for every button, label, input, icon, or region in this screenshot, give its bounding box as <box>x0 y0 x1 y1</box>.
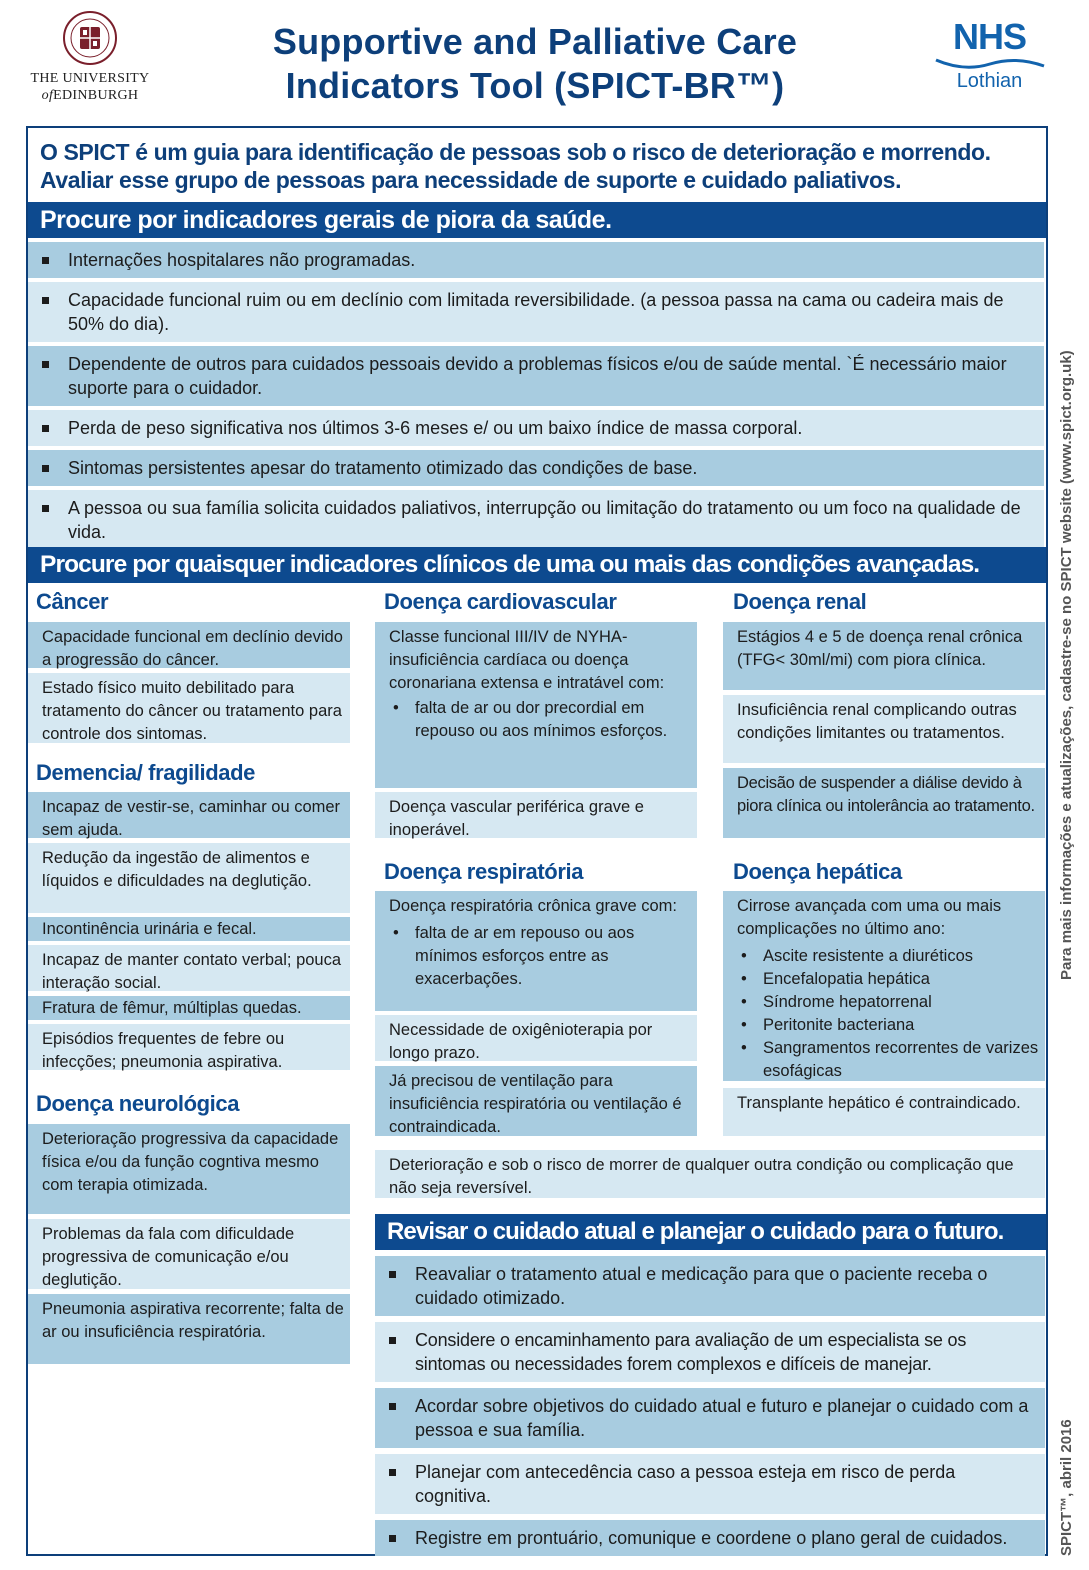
neuro-item: Pneumonia aspirativa recorrente; falta de ar ou insuficiência respiratória. <box>28 1294 350 1364</box>
bullet-icon: • <box>741 970 747 988</box>
liver-sub-item-text: Sangramentos recorrentes de varizes esofágicas <box>763 1039 1039 1080</box>
list-item <box>375 1256 1045 1316</box>
cancer-item: Capacidade funcional em declínio devido a progressão do câncer. <box>28 622 350 668</box>
bullet-icon <box>389 1535 396 1542</box>
list-item <box>28 410 1044 446</box>
bullet-icon <box>389 1403 396 1410</box>
cancer-heading: Câncer <box>36 589 109 614</box>
bullet-icon <box>389 1271 396 1278</box>
resp-item: Já precisou de ventilação para insuficiência respiratória ou ventilação é contraindicada. <box>375 1066 697 1136</box>
resp-item <box>375 891 697 1011</box>
list-item <box>28 242 1044 278</box>
liver-item <box>723 891 1045 1081</box>
resp-sub-item <box>389 922 691 991</box>
review-list <box>375 1256 1045 1560</box>
university-crest-icon <box>62 10 118 66</box>
resp-item-text: Doença respiratória crônica grave com: <box>389 897 677 915</box>
bullet-icon <box>42 425 49 432</box>
liver-sub-item-text: Peritonite bacteriana <box>763 1016 915 1034</box>
intro <box>40 138 1040 194</box>
review-item-text: Reavaliar o tratamento atual e medicação para que o paciente receba o cuidado otimizado. <box>415 1264 988 1308</box>
nhs-logo <box>932 18 1047 108</box>
liver-item-text: Cirrose avançada com uma ou mais complicações no último ano: <box>737 897 1002 938</box>
liver-sub-item-text: Síndrome hepatorrenal <box>763 993 932 1011</box>
other-condition: Deterioração e sob o risco de morrer de qualquer outra condição ou complicação que não seja reversível. <box>375 1150 1045 1198</box>
liver-heading: Doença hepática <box>733 859 902 884</box>
list-item <box>28 450 1044 486</box>
page-title <box>180 20 890 108</box>
neuro-heading: Doença neurológica <box>36 1091 240 1116</box>
general-item-text: Capacidade funcional ruim ou em declínio com limitada reversibilidade. (a pessoa passa na cama ou cadeira mais de 50% do dia). <box>68 290 1004 334</box>
review-item-text: Acordar sobre objetivos do cuidado atual e futuro e planejar o cuidado com a pessoa e sua família. <box>415 1396 1029 1440</box>
renal-item: Decisão de suspender a diálise devido à piora clínica ou intolerância ao tratamento. <box>723 768 1045 838</box>
bullet-icon <box>389 1337 396 1344</box>
list-item <box>375 1520 1045 1556</box>
cancer-item: Estado físico muito debilitado para tratamento do câncer ou tratamento para controle dos sintomas. <box>28 673 350 743</box>
review-item-text: Registre em prontuário, comunique e coordene o plano geral de cuidados. <box>415 1528 1008 1548</box>
bullet-icon <box>42 361 49 368</box>
cardio-sub-item <box>389 697 691 743</box>
general-indicators-heading: Procure por indicadores gerais de piora da saúde. <box>28 202 1046 238</box>
neuro-item: Deterioração progressiva da capacidade física e/ou da função cogntiva mesmo com terapia otimizada. <box>28 1124 350 1214</box>
resp-heading: Doença respiratória <box>384 859 584 884</box>
general-item-text: Perda de peso significativa nos últimos 3-6 meses e/ ou um baixo índice de massa corporal. <box>68 418 803 438</box>
dementia-item: Incapaz de manter contato verbal; pouca interação social. <box>28 945 350 991</box>
university-edinburgh: EDINBURGH <box>53 88 139 103</box>
side-website-text: Para mais informações e atualizações, cadastre-se no SPICT website (www.spict.org.uk) <box>1058 350 1075 980</box>
general-item-text: Dependente de outros para cuidados pessoais devido a problemas físicos e/ou de saúde mental. `É necessário maior suporte para o cuidador. <box>68 354 1007 398</box>
cardio-item-text: Classe funcional III/IV de NYHA- insuficiência cardíaca ou doença coronariana extensa e intratável com: <box>389 628 665 692</box>
general-item-text: A pessoa ou sua família solicita cuidados paliativos, interrupção ou limitação do tratamento ou um foco na qualidade de vida. <box>68 498 1021 542</box>
dementia-item: Incontinência urinária e fecal. <box>28 917 350 941</box>
cardio-item: Doença vascular periférica grave e inoperável. <box>375 792 697 838</box>
general-indicators-list <box>28 242 1044 554</box>
side-date-text: SPICT™, abril 2016 <box>1058 1419 1075 1556</box>
cardio-item <box>375 622 697 788</box>
page-title-line1: Supportive and Palliative Care <box>272 21 798 62</box>
liver-sub-item <box>737 991 1039 1014</box>
list-item <box>28 346 1044 406</box>
general-item-text: Sintomas persistentes apesar do tratamento otimizado das condições de base. <box>68 458 698 478</box>
review-heading: Revisar o cuidado atual e planejar o cuidado para o futuro. <box>375 1214 1046 1250</box>
renal-item: Insuficiência renal complicando outras condições limitantes ou tratamentos. <box>723 695 1045 763</box>
list-item <box>28 490 1044 550</box>
list-item <box>375 1388 1045 1448</box>
liver-sub-item <box>737 1014 1039 1037</box>
liver-sub-item <box>737 945 1039 968</box>
bullet-icon <box>42 465 49 472</box>
general-item-text: Internações hospitalares não programadas. <box>68 250 416 270</box>
intro-line2: Avaliar esse grupo de pessoas para necessidade de suporte e cuidado paliativos. <box>40 167 902 193</box>
university-of: of <box>41 88 54 103</box>
review-item-text: Planejar com antecedência caso a pessoa esteja em risco de perda cognitiva. <box>415 1462 956 1506</box>
dementia-item: Fratura de fêmur, múltiplas quedas. <box>28 996 350 1020</box>
bullet-icon: • <box>393 699 399 717</box>
bullet-icon <box>42 297 49 304</box>
intro-line1: O SPICT é um guia para identificação de pessoas sob o risco de deterioração e morrendo. <box>40 139 991 165</box>
list-item <box>375 1322 1045 1382</box>
nhs-logo-text: NHS <box>952 16 1026 57</box>
university-logo <box>20 10 160 110</box>
university-name-line1: THE UNIVERSITY <box>30 71 150 86</box>
nhs-region: Lothian <box>956 70 1023 92</box>
header <box>0 0 1089 120</box>
nhs-wave-icon <box>934 56 1046 70</box>
review-item-text: Considere o encaminhamento para avaliação de um especialista se os sintomas ou necessidades forem complexos e difíceis de manejar. <box>415 1330 967 1374</box>
bullet-icon: • <box>741 1039 747 1057</box>
clinical-indicators-heading: Procure por quaisquer indicadores clínicos de uma ou mais das condições avançadas. <box>28 547 1046 583</box>
bullet-icon <box>42 257 49 264</box>
list-item <box>375 1454 1045 1514</box>
dementia-item: Episódios frequentes de febre ou infecções; pneumonia aspirativa. <box>28 1024 350 1070</box>
neuro-item: Problemas da fala com dificuldade progressiva de comunicação e/ou deglutição. <box>28 1219 350 1289</box>
dementia-item: Incapaz de vestir-se, caminhar ou comer sem ajuda. <box>28 792 350 838</box>
cardio-sub-item-text: falta de ar ou dor precordial em repouso ou aos mínimos esforços. <box>415 699 668 740</box>
liver-sub-item-text: Encefalopatia hepática <box>763 970 930 988</box>
resp-sub-item-text: falta de ar em repouso ou aos mínimos esforços entre as exacerbações. <box>415 924 635 988</box>
bullet-icon <box>389 1469 396 1476</box>
dementia-item: Redução da ingestão de alimentos e líquidos e dificuldades na deglutição. <box>28 843 350 913</box>
liver-sub-item <box>737 968 1039 991</box>
bullet-icon: • <box>741 1016 747 1034</box>
dementia-heading: Demencia/ fragilidade <box>36 760 256 785</box>
bullet-icon: • <box>393 924 399 942</box>
renal-heading: Doença renal <box>733 589 867 614</box>
resp-item: Necessidade de oxigênioterapia por longo prazo. <box>375 1015 697 1061</box>
bullet-icon <box>42 505 49 512</box>
renal-item: Estágios 4 e 5 de doença renal crônica (TFG< 30ml/mi) com piora clínica. <box>723 622 1045 690</box>
bullet-icon: • <box>741 947 747 965</box>
liver-sub-item <box>737 1037 1039 1083</box>
cardio-heading: Doença cardiovascular <box>384 589 617 614</box>
liver-item: Transplante hepático é contraindicado. <box>723 1088 1045 1136</box>
bullet-icon: • <box>741 993 747 1011</box>
liver-sub-item-text: Ascite resistente a diuréticos <box>763 947 974 965</box>
page-title-line2: Indicators Tool (SPICT-BR™) <box>285 65 785 106</box>
university-name-line2 <box>20 87 160 104</box>
list-item <box>28 282 1044 342</box>
